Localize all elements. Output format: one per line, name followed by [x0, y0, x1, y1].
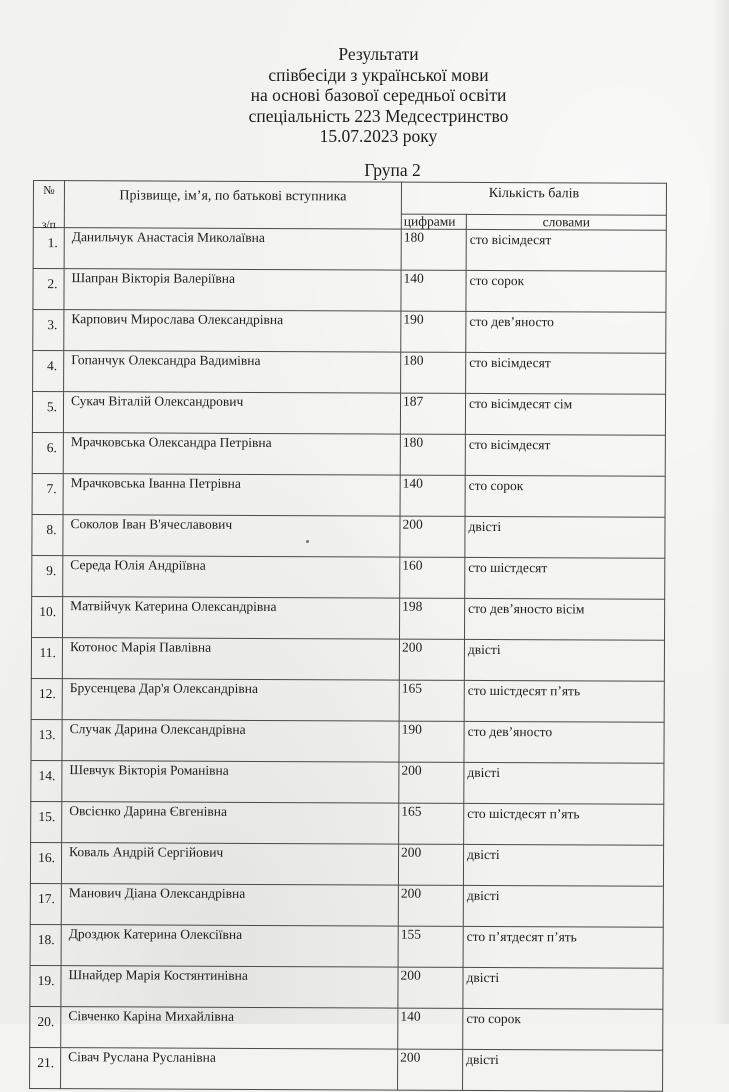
row-number: 7. [32, 473, 63, 514]
title-line: спеціальність 223 Медсестринство [248, 105, 509, 126]
score-words: сто сорок [463, 1008, 663, 1050]
table-row [32, 392, 665, 436]
header-number [33, 181, 64, 232]
score-words: сто дев’яносто [466, 311, 666, 353]
table-row [30, 1006, 663, 1050]
score-digits: 200 [399, 639, 464, 680]
score-words: двісті [463, 844, 663, 886]
row-number: 18. [30, 924, 61, 965]
applicant-name: Сукач Віталій Олександрович [63, 392, 400, 434]
row-number: 9. [32, 555, 63, 596]
score-digits: 200 [398, 1049, 463, 1090]
table-row [33, 310, 666, 354]
table-row [31, 719, 664, 763]
row-number: 8. [32, 514, 63, 555]
table-row [33, 351, 666, 395]
score-digits: 155 [398, 926, 463, 967]
applicant-name: Овсієнко Дарина Євгенівна [62, 802, 399, 844]
score-digits: 180 [401, 229, 466, 270]
applicant-name: Брусенцева Дар'я Олександрівна [62, 679, 399, 721]
table-row [30, 883, 663, 927]
score-digits: 140 [400, 475, 465, 516]
score-words: сто сорок [465, 475, 665, 517]
table-row [30, 1047, 663, 1091]
score-digits: 190 [401, 311, 466, 352]
score-words: сто вісімдесят [465, 434, 665, 476]
score-words: сто вісімдесят сім [465, 393, 665, 435]
header-score-words: словами [466, 214, 666, 230]
table-row [33, 269, 666, 313]
applicant-name: Мрачковська Олександра Петрівна [63, 433, 400, 475]
score-words: двісті [465, 516, 665, 558]
row-number: 12. [31, 678, 62, 719]
score-words: сто сорок [466, 270, 666, 312]
table-row [32, 514, 665, 558]
applicant-name: Манович Діана Олександрівна [61, 884, 398, 926]
table-row [30, 842, 663, 886]
score-words: сто вісімдесят [466, 352, 666, 394]
score-digits: 165 [399, 680, 464, 721]
score-words: сто шістдесят п’ять [464, 680, 664, 722]
score-digits: 198 [400, 598, 465, 639]
table-row [30, 924, 663, 968]
applicant-name: Соколов Іван В'ячеславович [63, 515, 400, 557]
applicant-name: Мрачковська Іванна Петрівна [63, 474, 400, 516]
score-words: сто шістдесят п’ять [464, 803, 664, 845]
row-number: 19. [30, 965, 61, 1006]
score-digits: 180 [401, 352, 466, 393]
row-number: 3. [33, 310, 64, 351]
row-number: 11. [31, 637, 62, 678]
row-number: 21. [30, 1047, 61, 1088]
header-score-digits: цифрами [401, 214, 466, 230]
score-digits: 200 [398, 885, 463, 926]
row-number: 5. [32, 392, 63, 433]
score-digits: 190 [399, 721, 464, 762]
score-words: двісті [463, 1049, 663, 1091]
title-line: Результати [338, 44, 419, 64]
applicant-name: Шевчук Вікторія Романівна [62, 761, 399, 803]
row-number: 2. [33, 269, 64, 310]
score-words: сто шістдесят [465, 557, 665, 599]
applicant-name: Сівченко Каріна Михайлівна [61, 1007, 398, 1049]
table-row [32, 555, 665, 599]
scan-speck [306, 540, 309, 543]
applicant-name: Гопанчук Олександра Вадимівна [64, 351, 401, 393]
applicant-name: Случак Дарина Олександрівна [62, 720, 399, 762]
group-title: Група 2 [364, 160, 421, 180]
table-row [31, 801, 664, 845]
applicant-name: Матвійчук Катерина Олександрівна [63, 597, 400, 639]
score-digits: 180 [400, 434, 465, 475]
row-number: 4. [33, 351, 64, 392]
applicant-name: Сівач Руслана Русланівна [61, 1048, 398, 1090]
score-digits: 200 [398, 844, 463, 885]
applicant-name: Данильчук Анастасія Миколаївна [64, 228, 401, 270]
table-row [32, 596, 665, 640]
score-words: двісті [463, 885, 663, 927]
row-number: 13. [31, 719, 62, 760]
score-words: сто вісімдесят [466, 229, 666, 271]
table-row [32, 432, 665, 476]
row-number: 16. [30, 842, 61, 883]
header-name: Прізвище, ім’я, по батькові вступника [64, 181, 401, 229]
applicant-name: Середа Юлія Андріївна [63, 556, 400, 598]
score-digits: 140 [398, 1008, 463, 1049]
row-number: 20. [30, 1006, 61, 1047]
score-digits: 140 [401, 270, 466, 311]
row-number: 15. [31, 801, 62, 842]
score-words: двісті [464, 762, 664, 804]
score-words: сто дев’яносто [464, 721, 664, 763]
applicant-name: Шапран Вікторія Валеріївна [64, 269, 401, 311]
page-edge-shadow [711, 0, 729, 1024]
score-words: сто п’ятдесят п’ять [463, 926, 663, 968]
header-score-group: Кількість балів [401, 182, 666, 215]
results-table [29, 180, 667, 1092]
score-digits: 165 [399, 803, 464, 844]
table-body [30, 228, 667, 1092]
applicant-name: Карпович Мирослава Олександрівна [64, 310, 401, 352]
score-digits: 200 [398, 967, 463, 1008]
score-digits: 200 [400, 516, 465, 557]
row-number: 6. [32, 432, 63, 473]
score-words: сто дев’яносто вісім [464, 598, 664, 640]
table-row [31, 678, 664, 722]
applicant-name: Шнайдер Марія Костянтинівна [61, 966, 398, 1008]
title-line: співбесіди з української мови [268, 64, 489, 85]
applicant-name: Коваль Андрій Сергійович [61, 843, 398, 885]
table-row [30, 965, 663, 1009]
score-words: двісті [463, 967, 663, 1009]
score-digits: 187 [400, 393, 465, 434]
applicant-name: Дроздюк Катерина Олексіївна [61, 925, 398, 967]
score-digits: 200 [399, 762, 464, 803]
table-row [31, 760, 664, 804]
row-number: 10. [32, 596, 63, 637]
document-title [0, 44, 729, 147]
row-number: 14. [31, 760, 62, 801]
row-number: 17. [30, 883, 61, 924]
number-symbol: № [43, 183, 55, 198]
score-digits: 160 [400, 557, 465, 598]
table-row [33, 228, 666, 272]
score-words: двісті [464, 639, 664, 681]
header-row [33, 181, 666, 215]
title-line: 15.07.2023 року [319, 126, 438, 146]
title-line: на основі базової середньої освіти [250, 85, 507, 105]
table-row [32, 473, 665, 517]
number-suffix: з/п [41, 219, 56, 232]
row-number: 1. [33, 228, 64, 269]
table-row [31, 637, 664, 681]
applicant-name: Котонос Марія Павлівна [62, 638, 399, 680]
